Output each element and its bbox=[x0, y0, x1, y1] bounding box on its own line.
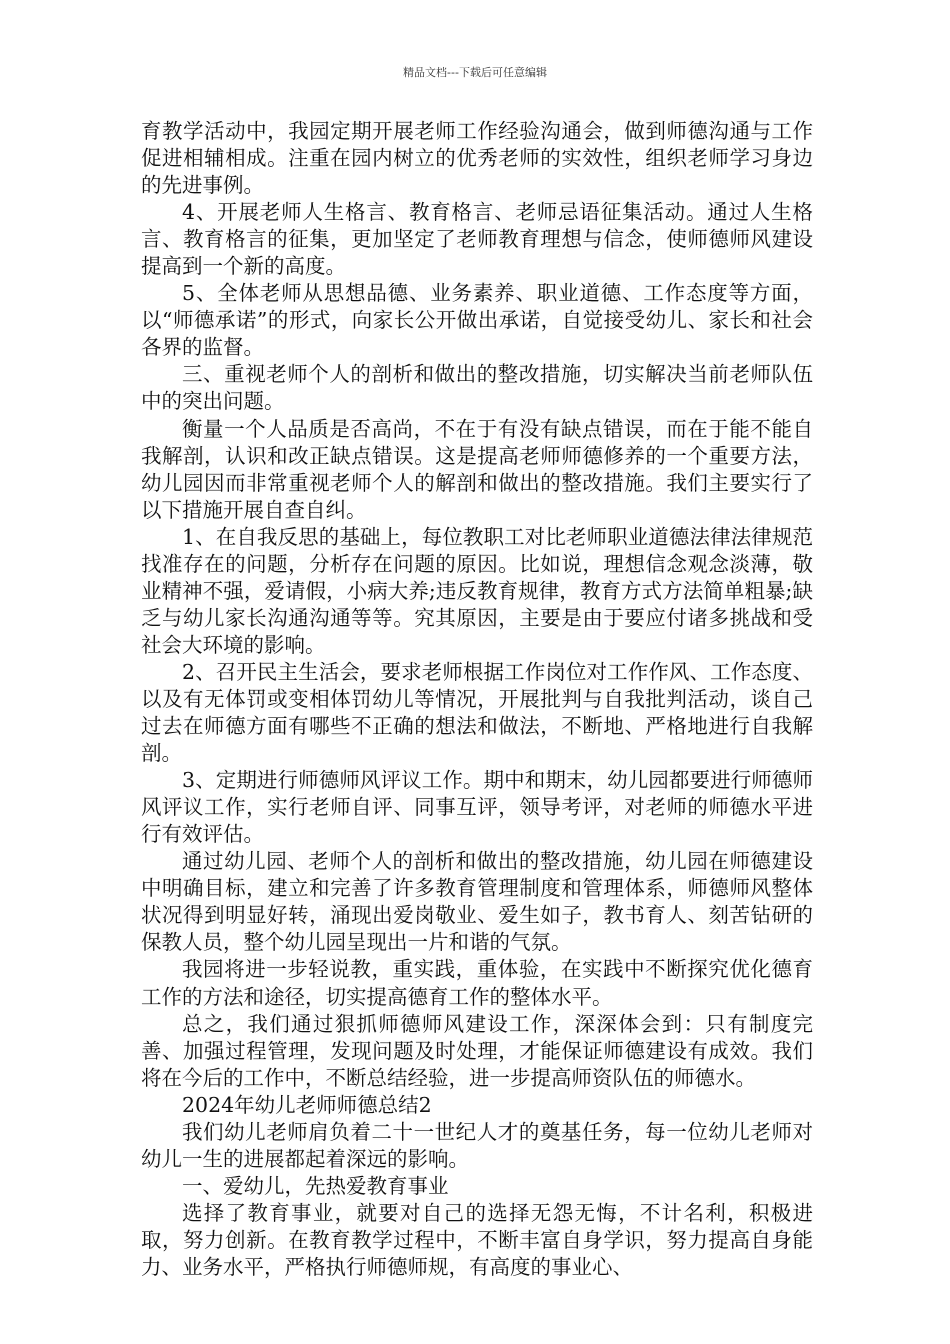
paragraph: 4、开展老师人生格言、教育格言、老师忌语征集活动。通过人生格言、教育格言的征集，更加坚定了老师教育理想与信念，使师德师风建设提高到一个新的高度。 bbox=[141, 200, 813, 279]
document-body bbox=[141, 118, 813, 1281]
paragraph: 总之，我们通过狠抓师德师风建设工作，深深体会到：只有制度完善、加强过程管理，发现问题及时处理，才能保证师德建设有成效。我们将在今后的工作中，不断总结经验，进一步提高师资队伍的师德水。 bbox=[141, 1011, 813, 1090]
paragraph: 我们幼儿老师肩负着二十一世纪人才的奠基任务，每一位幼儿老师对幼儿一生的进展都起着深远的影响。 bbox=[141, 1119, 813, 1171]
paragraph: 1、在自我反思的基础上，每位教职工对比老师职业道德法律法律规范找准存在的问题，分析存在问题的原因。比如说，理想信念观念淡薄，敬业精神不强，爱请假，小病大养;违反教育规律，教育方式方法简单粗暴;缺乏与幼儿家长沟通沟通等等。究其原因，主要是由于要应付诸多挑战和受社会大环境的影响。 bbox=[141, 524, 813, 657]
section-heading: 三、重视老师个人的剖析和做出的整改措施，切实解决当前老师队伍中的突出问题。 bbox=[141, 362, 813, 414]
page-header: 精品文档---下载后可任意编辑 bbox=[403, 66, 547, 79]
paragraph: 2、召开民主生活会，要求老师根据工作岗位对工作作风、工作态度、以及有无体罚或变相体罚幼儿等情况，开展批判与自我批判活动，谈自己过去在师德方面有哪些不正确的想法和做法，不断地、严格地进行自我解剖。 bbox=[141, 659, 813, 766]
document-subtitle: 2024年幼儿老师师德总结2 bbox=[182, 1092, 432, 1117]
paragraph: 我园将进一步轻说教，重实践，重体验，在实践中不断探究优化德育工作的方法和途径，切实提高德育工作的整体水平。 bbox=[141, 957, 813, 1009]
section-heading: 一、爱幼儿，先热爱教育事业 bbox=[182, 1173, 449, 1198]
paragraph: 5、全体老师从思想品德、业务素养、职业道德、工作态度等方面，以“师德承诺”的形式，向家长公开做出承诺，自觉接受幼儿、家长和社会各界的监督。 bbox=[141, 281, 813, 360]
paragraph: 衡量一个人品质是否高尚，不在于有没有缺点错误，而在于能不能自我解剖，认识和改正缺点错误。这是提高老师师德修养的一个重要方法，幼儿园因而非常重视老师个人的解剖和做出的整改措施。我们主要实行了以下措施开展自查自纠。 bbox=[141, 416, 813, 522]
paragraph: 选择了教育事业，就要对自己的选择无怨无悔，不计名利，积极进取，努力创新。在教育教学过程中，不断丰富自身学识，努力提高自身能力、业务水平，严格执行师德师规，有高度的事业心、 bbox=[141, 1200, 813, 1279]
paragraph: 3、定期进行师德师风评议工作。期中和期末，幼儿园都要进行师德师风评议工作，实行老师自评、同事互评，领导考评，对老师的师德水平进行有效评估。 bbox=[141, 768, 813, 847]
paragraph: 育教学活动中，我园定期开展老师工作经验沟通会，做到师德沟通与工作促进相辅相成。注重在园内树立的优秀老师的实效性，组织老师学习身边的先进事例。 bbox=[141, 119, 813, 198]
paragraph: 通过幼儿园、老师个人的剖析和做出的整改措施，幼儿园在师德建设中明确目标，建立和完善了许多教育管理制度和管理体系，师德师风整体状况得到明显好转，涌现出爱岗敬业、爱生如子，教书育人、刻苦钻研的保教人员，整个幼儿园呈现出一片和谐的气氛。 bbox=[141, 849, 813, 955]
